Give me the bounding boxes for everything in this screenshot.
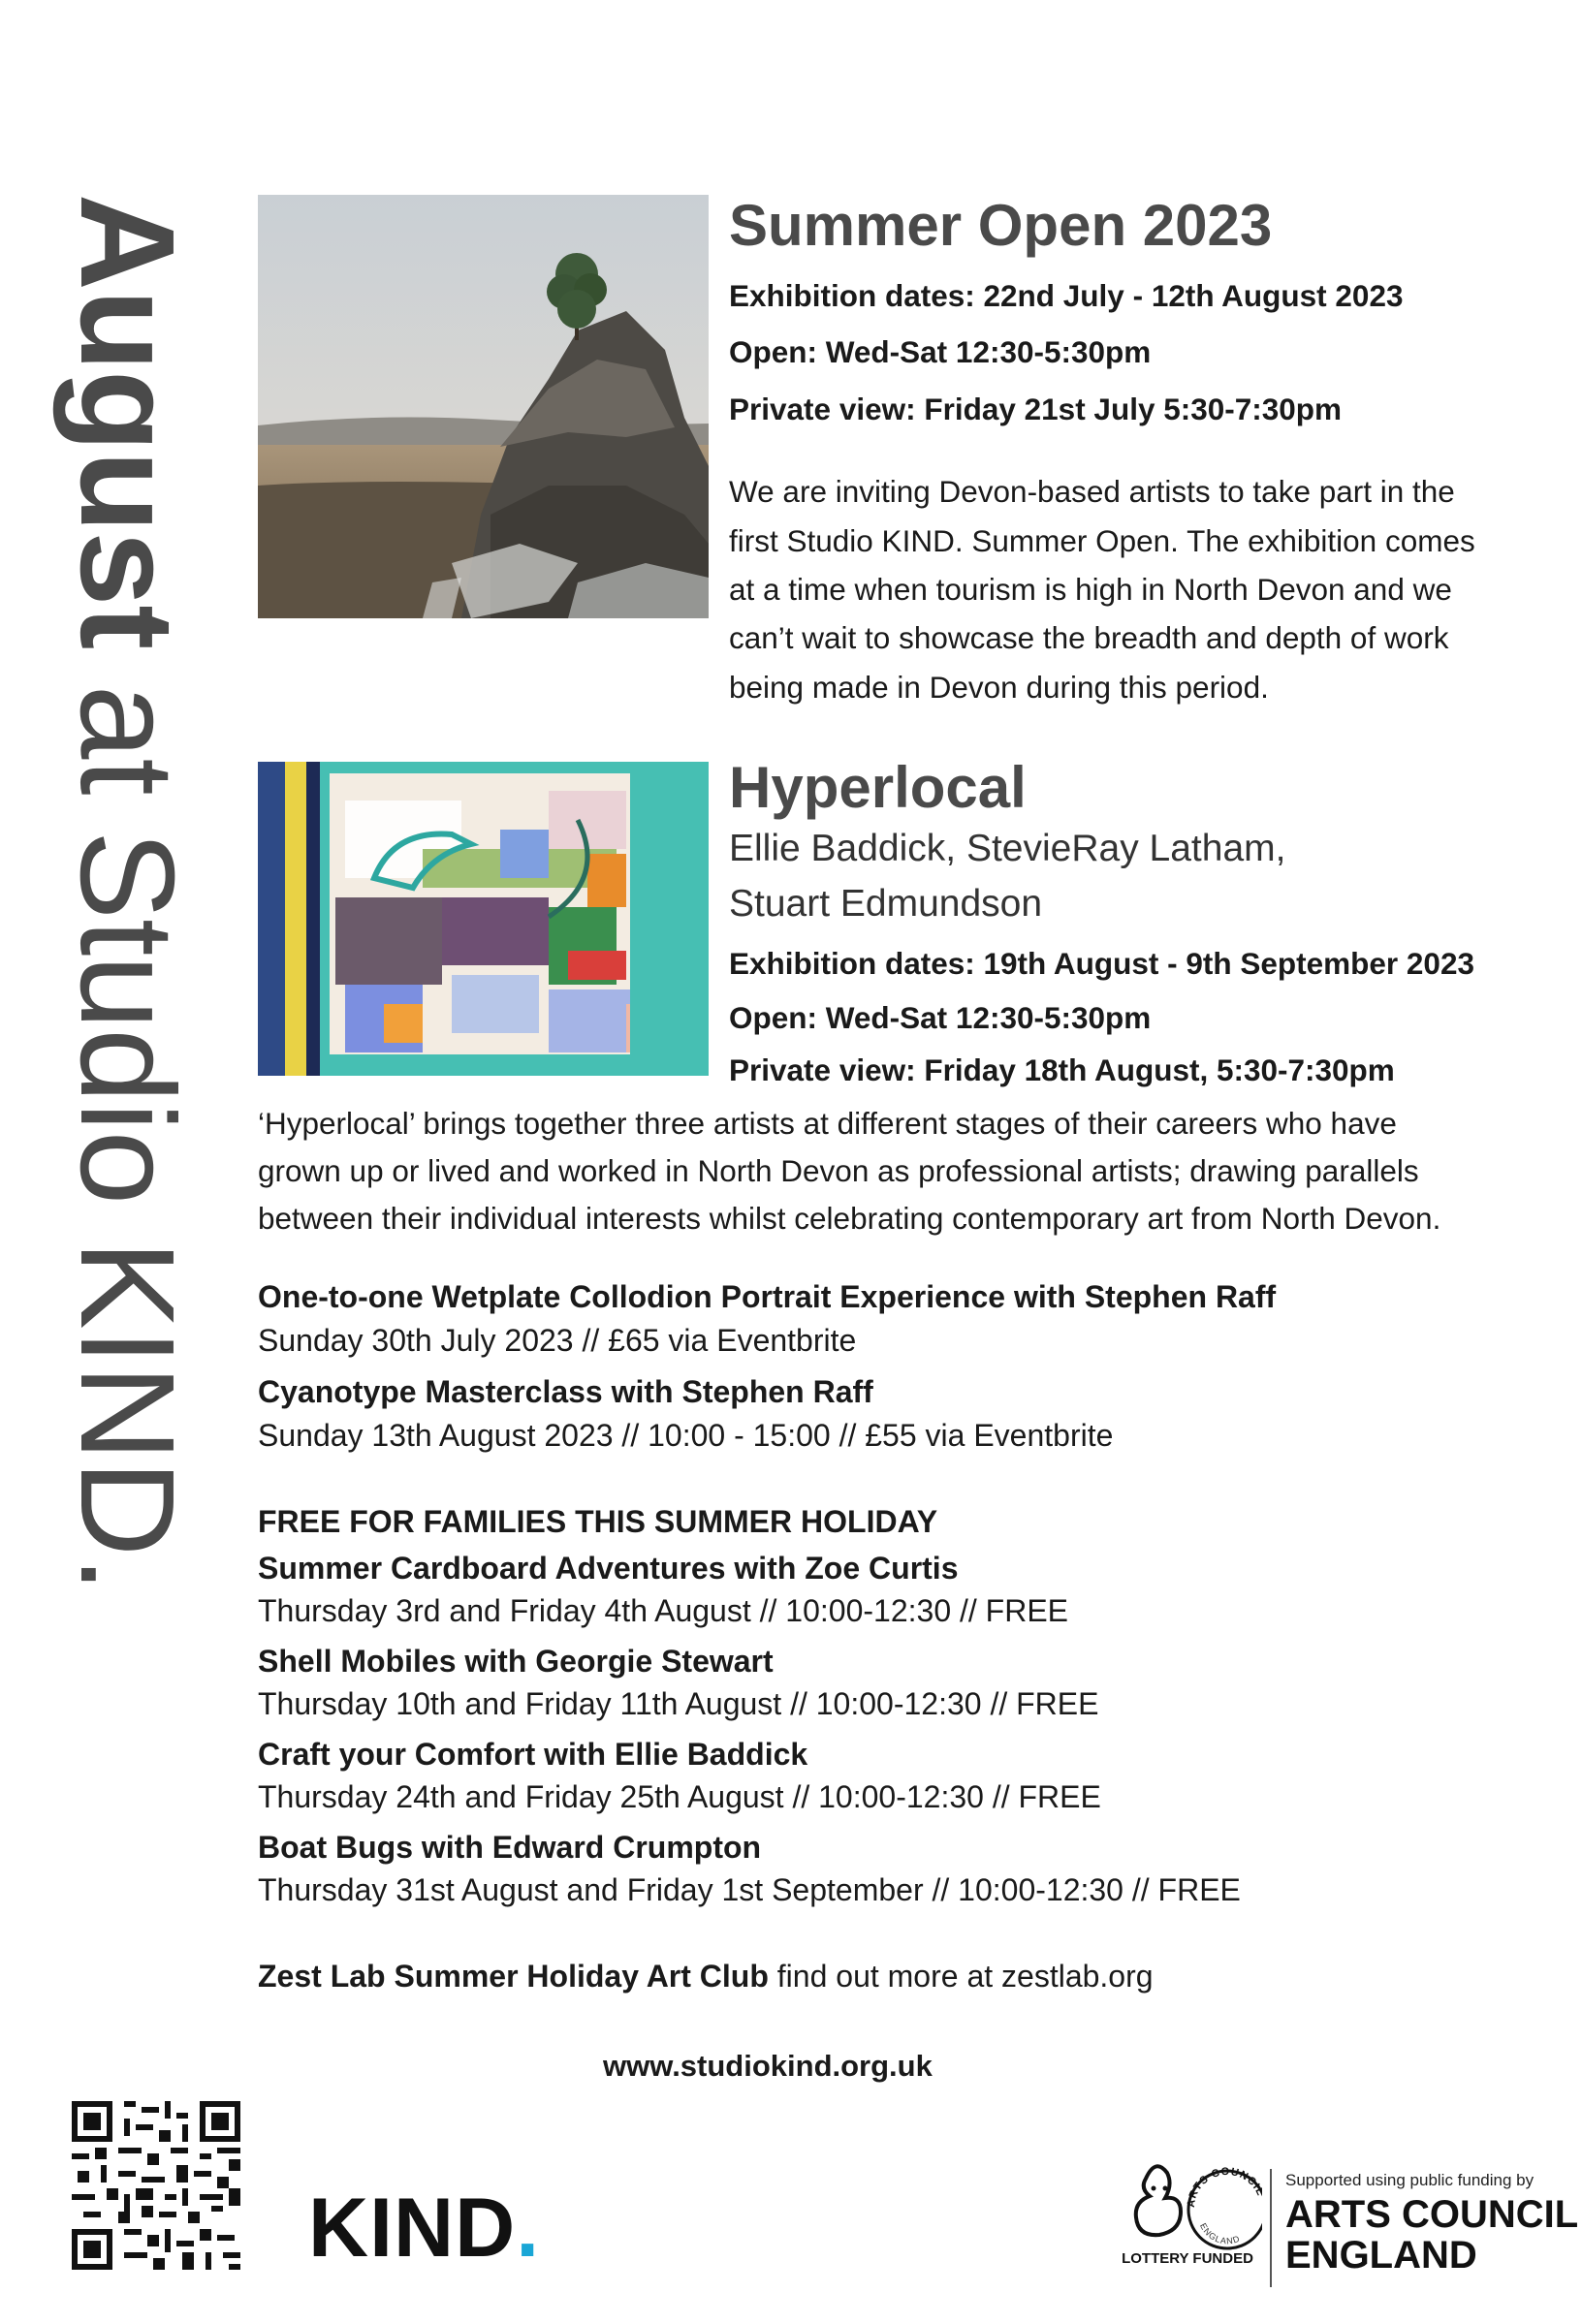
family-event-detail: Thursday 24th and Friday 25th August // 10:00-12:30 // FREE (258, 1779, 1101, 1815)
families-heading: FREE FOR FAMILIES THIS SUMMER HOLIDAY (258, 1504, 938, 1539)
lottery-ring-top-text: ARTS COUNCI (1185, 2165, 1262, 2209)
workshop-title: One-to-one Wetplate Collodion Portrait Experience with Stephen Raff (258, 1279, 1277, 1314)
hyperlocal-title: Hyperlocal (729, 755, 1027, 820)
family-event-detail: Thursday 10th and Friday 11th August // 10:00-12:30 // FREE (258, 1686, 1099, 1722)
zest-lab-link-text[interactable]: find out more at zestlab.org (768, 1959, 1154, 1994)
summer-open-dates: Exhibition dates: 22nd July - 12th August 2023 (729, 278, 1404, 313)
summer-open-hours: Open: Wed-Sat 12:30-5:30pm (729, 334, 1152, 370)
hyperlocal-dates: Exhibition dates: 19th August - 9th September 2023 (729, 946, 1474, 982)
families-section (258, 1502, 1557, 1913)
workshop-title: Cyanotype Masterclass with Stephen Raff (258, 1373, 873, 1409)
family-event (258, 1828, 1557, 1913)
qr-code (72, 2101, 240, 2270)
summer-open-section (729, 194, 1553, 711)
family-event-title: Boat Bugs with Edward Crumpton (258, 1829, 762, 1865)
description-line: can’t wait to showcase the breadth and depth of work (729, 620, 1449, 656)
lottery-funded-label: LOTTERY FUNDED (1122, 2250, 1253, 2267)
summer-open-photo (258, 195, 709, 618)
hyperlocal-section (729, 756, 1563, 1089)
summer-open-private-view: Private view: Friday 21st July 5:30-7:30pm (729, 391, 1343, 426)
ace-name-line1: ARTS COUNCIL (1285, 2193, 1579, 2236)
hyperlocal-artists-line2: Stuart Edmundson (729, 882, 1043, 925)
summer-open-title: Summer Open 2023 (729, 193, 1273, 258)
family-event (258, 1549, 1557, 1634)
website-link[interactable]: www.studiokind.org.uk (603, 2049, 933, 2083)
description-line: ‘Hyperlocal’ brings together three artists at different stages of their careers who have (258, 1106, 1397, 1141)
kind-logo-dot: . (516, 2182, 541, 2275)
workshop-detail: Sunday 13th August 2023 // 10:00 - 15:00 // £55 via Eventbrite (258, 1417, 1114, 1453)
description-line: grown up or lived and worked in North Devon as professional artists; drawing parallels (258, 1152, 1419, 1188)
hyperlocal-private-view: Private view: Friday 18th August, 5:30-7:30pm (729, 1052, 1395, 1087)
svg-text:ARTS COUNCIL (1186, 2166, 1262, 2209)
description-line: at a time when tourism is high in North Devon and we (729, 571, 1452, 607)
hyperlocal-artwork (258, 762, 709, 1076)
family-event-title: Craft your Comfort with Ellie Baddick (258, 1736, 808, 1772)
summer-open-description (729, 467, 1553, 711)
workshop-item (258, 1372, 1557, 1458)
arts-council-england-logo (1285, 2194, 1578, 2276)
kind-logo (308, 2181, 540, 2277)
description-line: being made in Devon during this period. (729, 669, 1269, 705)
hyperlocal-artists-line1: Ellie Baddick, StevieRay Latham, (729, 828, 1286, 869)
lottery-ring-bottom-text: ENGLAND (1198, 2221, 1242, 2246)
kind-logo-text: KIND (308, 2182, 517, 2275)
workshops-section (258, 1277, 1557, 1458)
workshop-detail: Sunday 30th July 2023 // £65 via Eventbrite (258, 1322, 857, 1358)
family-event-detail: Thursday 3rd and Friday 4th August // 10:00-12:30 // FREE (258, 1593, 1069, 1629)
family-event-detail: Thursday 31st August and Friday 1st September // 10:00-12:30 // FREE (258, 1872, 1241, 1908)
side-title-light: at Studio KIND. (52, 648, 202, 1592)
family-event-title: Summer Cardboard Adventures with Zoe Curtis (258, 1550, 959, 1586)
side-title (52, 194, 202, 1592)
ace-supported-text: Supported using public funding by (1285, 2171, 1535, 2189)
description-line: between their individual interests whilst celebrating contemporary art from North Devon. (258, 1200, 1441, 1236)
description-line: We are inviting Devon-based artists to take part in the (729, 474, 1455, 510)
side-title-bold: August (52, 194, 202, 649)
family-event-title: Shell Mobiles with Georgie Stewart (258, 1643, 774, 1679)
zest-lab-line (258, 1954, 1557, 1998)
ace-divider (1270, 2169, 1272, 2287)
family-event (258, 1642, 1557, 1727)
hyperlocal-description (258, 1100, 1557, 1241)
workshop-item (258, 1277, 1557, 1363)
zest-lab-title: Zest Lab Summer Holiday Art Club (258, 1959, 769, 1994)
description-line: first Studio KIND. Summer Open. The exhibition comes (729, 522, 1475, 558)
hyperlocal-hours: Open: Wed-Sat 12:30-5:30pm (729, 1000, 1152, 1036)
ace-name-line2: ENGLAND (1285, 2234, 1477, 2277)
family-event (258, 1735, 1557, 1820)
